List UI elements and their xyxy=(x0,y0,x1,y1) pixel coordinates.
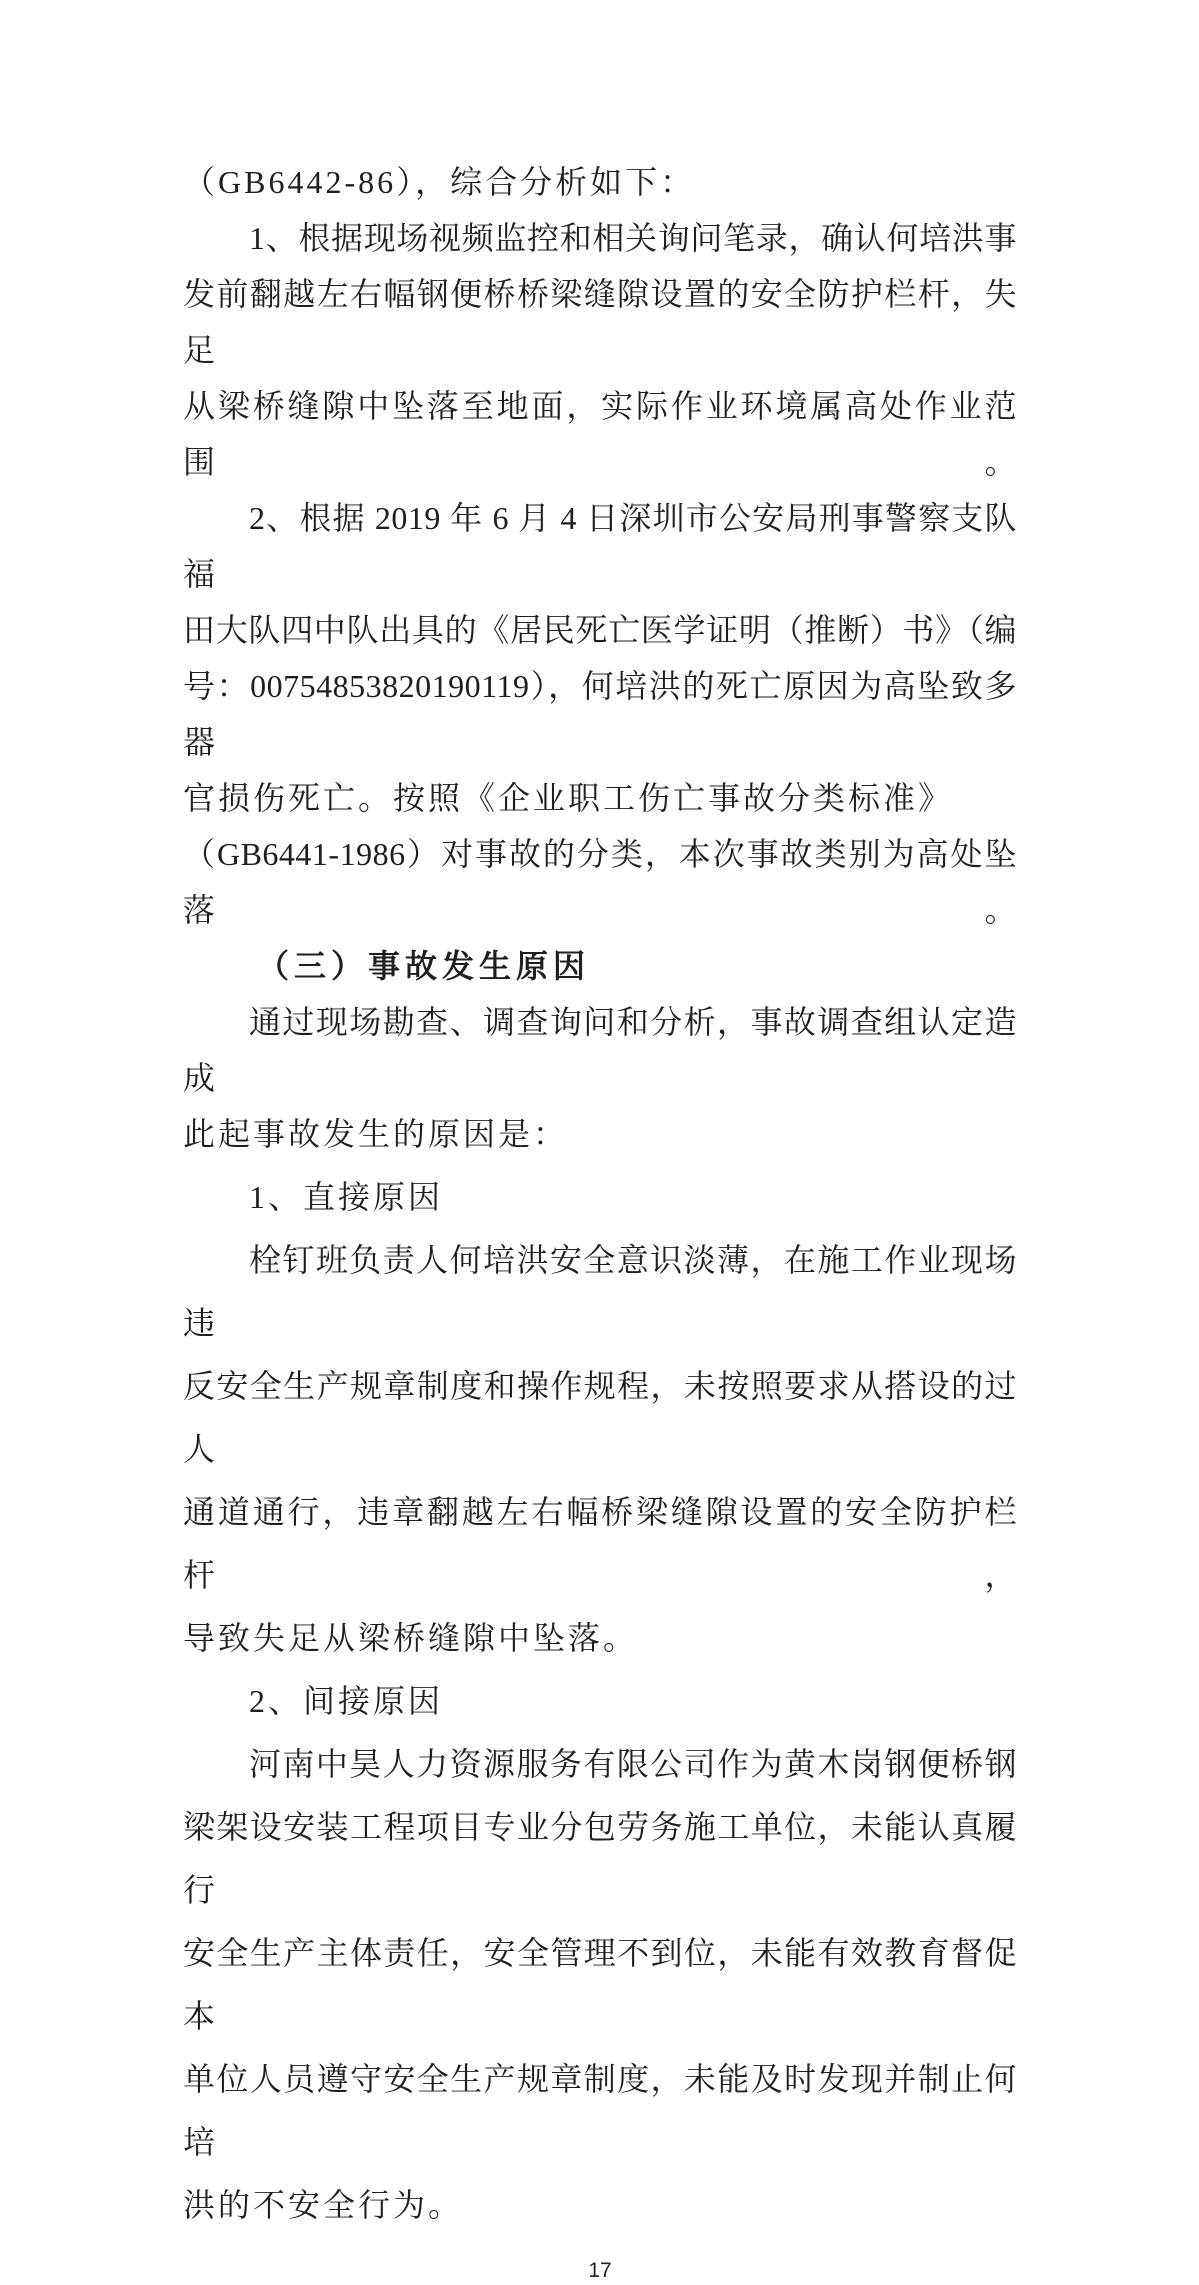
document-body-lower xyxy=(183,1166,1017,2237)
document-line: 河南中昊人力资源服务有限公司作为黄木岗钢便桥钢 xyxy=(249,1746,1017,1782)
document-line: （GB6442-86），综合分析如下： xyxy=(183,164,696,200)
document-line: 田大队四中队出具的《居民死亡医学证明（推断）书》（编 xyxy=(183,612,1017,648)
document-line: 号：00754853820190119），何培洪的死亡原因为高坠致多器 xyxy=(183,668,1017,760)
document-line: 此起事故发生的原因是： xyxy=(183,1116,569,1152)
document-line: 洪的不安全行为。 xyxy=(183,2187,464,2223)
document-line: 导致失足从梁桥缝隙中坠落。 xyxy=(183,1620,639,1656)
document-line: （GB6441-1986）对事故的分类，本次事故类别为高处坠落。 xyxy=(183,836,1017,928)
document-line: 安全生产主体责任，安全管理不到位，未能有效教育督促本 xyxy=(183,1935,1017,2034)
subsection-heading: 2、间接原因 xyxy=(249,1683,444,1719)
document-line: 梁架设安装工程项目专业分包劳务施工单位，未能认真履行 xyxy=(183,1809,1017,1908)
document-body-upper xyxy=(183,154,1017,1162)
document-line: 1、根据现场视频监控和相关询问笔录，确认何培洪事 xyxy=(249,220,1017,256)
document-line: 通过现场勘查、调查询问和分析，事故调查组认定造成 xyxy=(183,1004,1017,1096)
section-heading: （三）事故发生原因 xyxy=(257,948,591,984)
document-line: 从梁桥缝隙中坠落至地面，实际作业环境属高处作业范围。 xyxy=(183,388,1017,480)
document-line: 反安全生产规章制度和操作规程，未按照要求从搭设的过人 xyxy=(183,1368,1017,1467)
document-line: 通道通行，违章翻越左右幅桥梁缝隙设置的安全防护栏杆， xyxy=(183,1494,1017,1593)
document-line: 单位人员遵守安全生产规章制度，未能及时发现并制止何培 xyxy=(183,2061,1017,2160)
document-line: 2、根据 2019 年 6 月 4 日深圳市公安局刑事警察支队福 xyxy=(183,500,1017,592)
page-number: 17 xyxy=(588,2259,612,2282)
subsection-heading: 1、直接原因 xyxy=(249,1179,444,1215)
document-line: 官损伤死亡。按照《企业职工伤亡事故分类标准》 xyxy=(183,780,954,816)
document-line: 发前翻越左右幅钢便桥桥梁缝隙设置的安全防护栏杆，失足 xyxy=(183,276,1017,368)
document-line: 栓钉班负责人何培洪安全意识淡薄，在施工作业现场违 xyxy=(183,1242,1017,1341)
